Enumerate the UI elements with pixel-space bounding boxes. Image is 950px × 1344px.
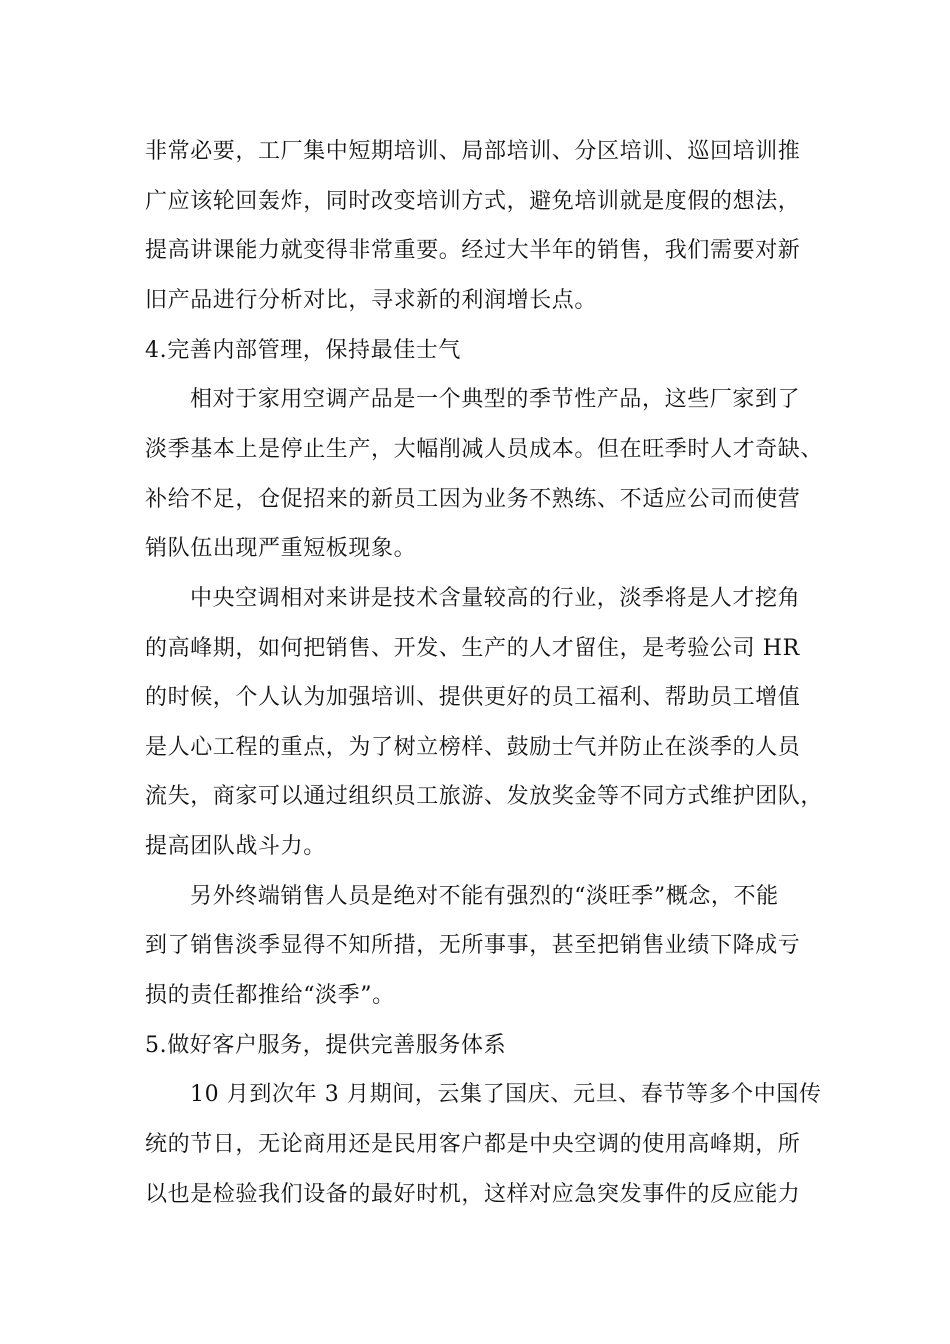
text-line: 流失，商家可以通过组织员工旅游、发放奖金等不同方式维护团队， (145, 784, 824, 809)
text-line: 淡季基本上是停止生产，大幅削减人员成本。但在旺季时人才奇缺、 (145, 437, 824, 462)
text-line: 广应该轮回轰炸，同时改变培训方式，避免培训就是度假的想法， (145, 189, 801, 214)
text-line: 到了销售淡季显得不知所措，无所事事，甚至把销售业绩下降成亏 (145, 933, 801, 958)
text-line: 是人心工程的重点，为了树立榜样、鼓励士气并防止在淡季的人员 (145, 735, 801, 760)
text-line: 旧产品进行分析对比，寻求新的利润增长点。 (145, 288, 598, 313)
text-line: 非常必要，工厂集中短期培训、局部培训、分区培训、巡回培训推 (145, 139, 801, 164)
text-line: 10 月到次年 3 月期间，云集了国庆、元旦、春节等多个中国传 (190, 1082, 822, 1107)
text-line: 的高峰期，如何把销售、开发、生产的人才留住，是考验公司 HR (145, 636, 800, 661)
text-line: 的时候，个人认为加强培训、提供更好的员工福利、帮助员工增值 (145, 685, 801, 710)
section-heading: 4.完善内部管理，保持最佳士气 (145, 338, 461, 363)
text-line: 中央空调相对来讲是技术含量较高的行业，淡季将是人才挖角 (190, 586, 801, 611)
text-line: 销队伍出现严重短板现象。 (145, 536, 417, 561)
text-line: 相对于家用空调产品是一个典型的季节性产品，这些厂家到了 (190, 387, 801, 412)
text-line: 补给不足，仓促招来的新员工因为业务不熟练、不适应公司而使营 (145, 487, 801, 512)
section-heading: 5.做好客户服务，提供完善服务体系 (145, 1033, 507, 1058)
text-line: 提高讲课能力就变得非常重要。经过大半年的销售，我们需要对新 (145, 238, 801, 263)
text-line: 以也是检验我们设备的最好时机，这样对应急突发事件的反应能力 (145, 1182, 801, 1207)
text-line: 另外终端销售人员是绝对不能有强烈的“淡旺季”概念，不能 (190, 884, 779, 909)
text-line: 统的节日，无论商用还是民用客户都是中央空调的使用高峰期，所 (145, 1132, 801, 1157)
text-line: 损的责任都推给“淡季”。 (145, 983, 395, 1008)
text-line: 提高团队战斗力。 (145, 834, 326, 859)
